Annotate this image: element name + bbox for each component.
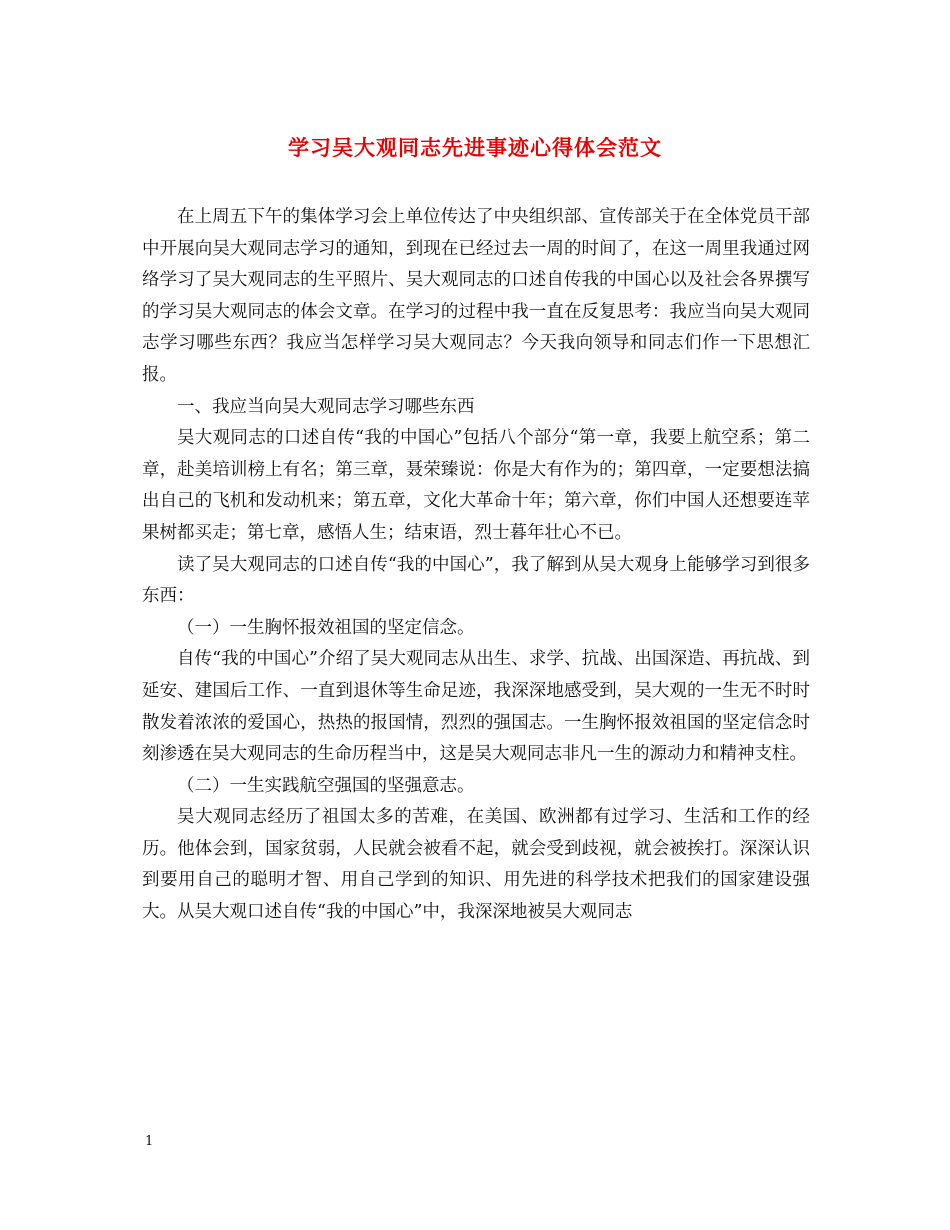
paragraph-intro: 在上周五下午的集体学习会上单位传达了中央组织部、宣传部关于在全体党员干部中开展向吴大观同志学习的通知，到现在已经过去一周的时间了，在这一周里我通过网络学习了吴大观同志的生平照片、吴大观同志的口述自传我的中国心以及社会各界撰写的学习吴大观同志的体会文章。在学习的过程中我一直在反复思考：我应当向吴大观同志学习哪些东西？我应当怎样学习吴大观同志？今天我向领导和同志们作一下思想汇报。 (142, 207, 810, 385)
document-body (142, 202, 810, 929)
paragraph-will: 吴大观同志经历了祖国太多的苦难，在美国、欧洲都有过学习、生活和工作的经历。他体会到，国家贫弱，人民就会被看不起，就会受到歧视，就会被挨打。深深认识到要用自己的聪明才智、用自己学到的知识、用先进的科学技术把我们的国家建设强大。从吴大观口述自传“我的中国心”中，我深深地被吴大观同志 (142, 807, 810, 923)
paragraph-autobiography: 吴大观同志的口述自传“我的中国心”包括八个部分“第一章，我要上航空系；第二章，赴美培训榜上有名；第三章，聂荣臻说：你是大有作为的；第四章，一定要想法搞出自己的飞机和发动机来；第五章，文化大革命十年；第六章，你们中国人还想要连苹果树都买走；第七章，感悟人生；结束语，烈士暮年壮心不已。 (142, 428, 810, 543)
paragraph-learnings: 读了吴大观同志的口述自传“我的中国心”，我了解到从吴大观身上能够学习到很多东西： (142, 554, 810, 607)
paragraph-belief: 自传“我的中国心”介绍了吴大观同志从出生、求学、抗战、出国深造、再抗战、到延安、建国后工作、一直到退休等生命足迹，我深深地感受到，吴大观的一生无不时时散发着浓浓的爱国心，热热的报国情，烈烈的强国志。一生胸怀报效祖国的坚定信念时刻渗透在吴大观同志的生命历程当中，这是吴大观同志非凡一生的源动力和精神支柱。 (142, 649, 810, 765)
page-number: 1 (145, 1134, 154, 1149)
section-heading-1: 一、我应当向吴大观同志学习哪些东西 (177, 396, 475, 417)
subheading-1: （一）一生胸怀报效祖国的坚定信念。 (177, 617, 475, 638)
subheading-2: （二）一生实践航空强国的坚强意志。 (177, 775, 475, 796)
document-title: 学习吴大观同志先进事迹心得体会范文 (288, 135, 662, 160)
